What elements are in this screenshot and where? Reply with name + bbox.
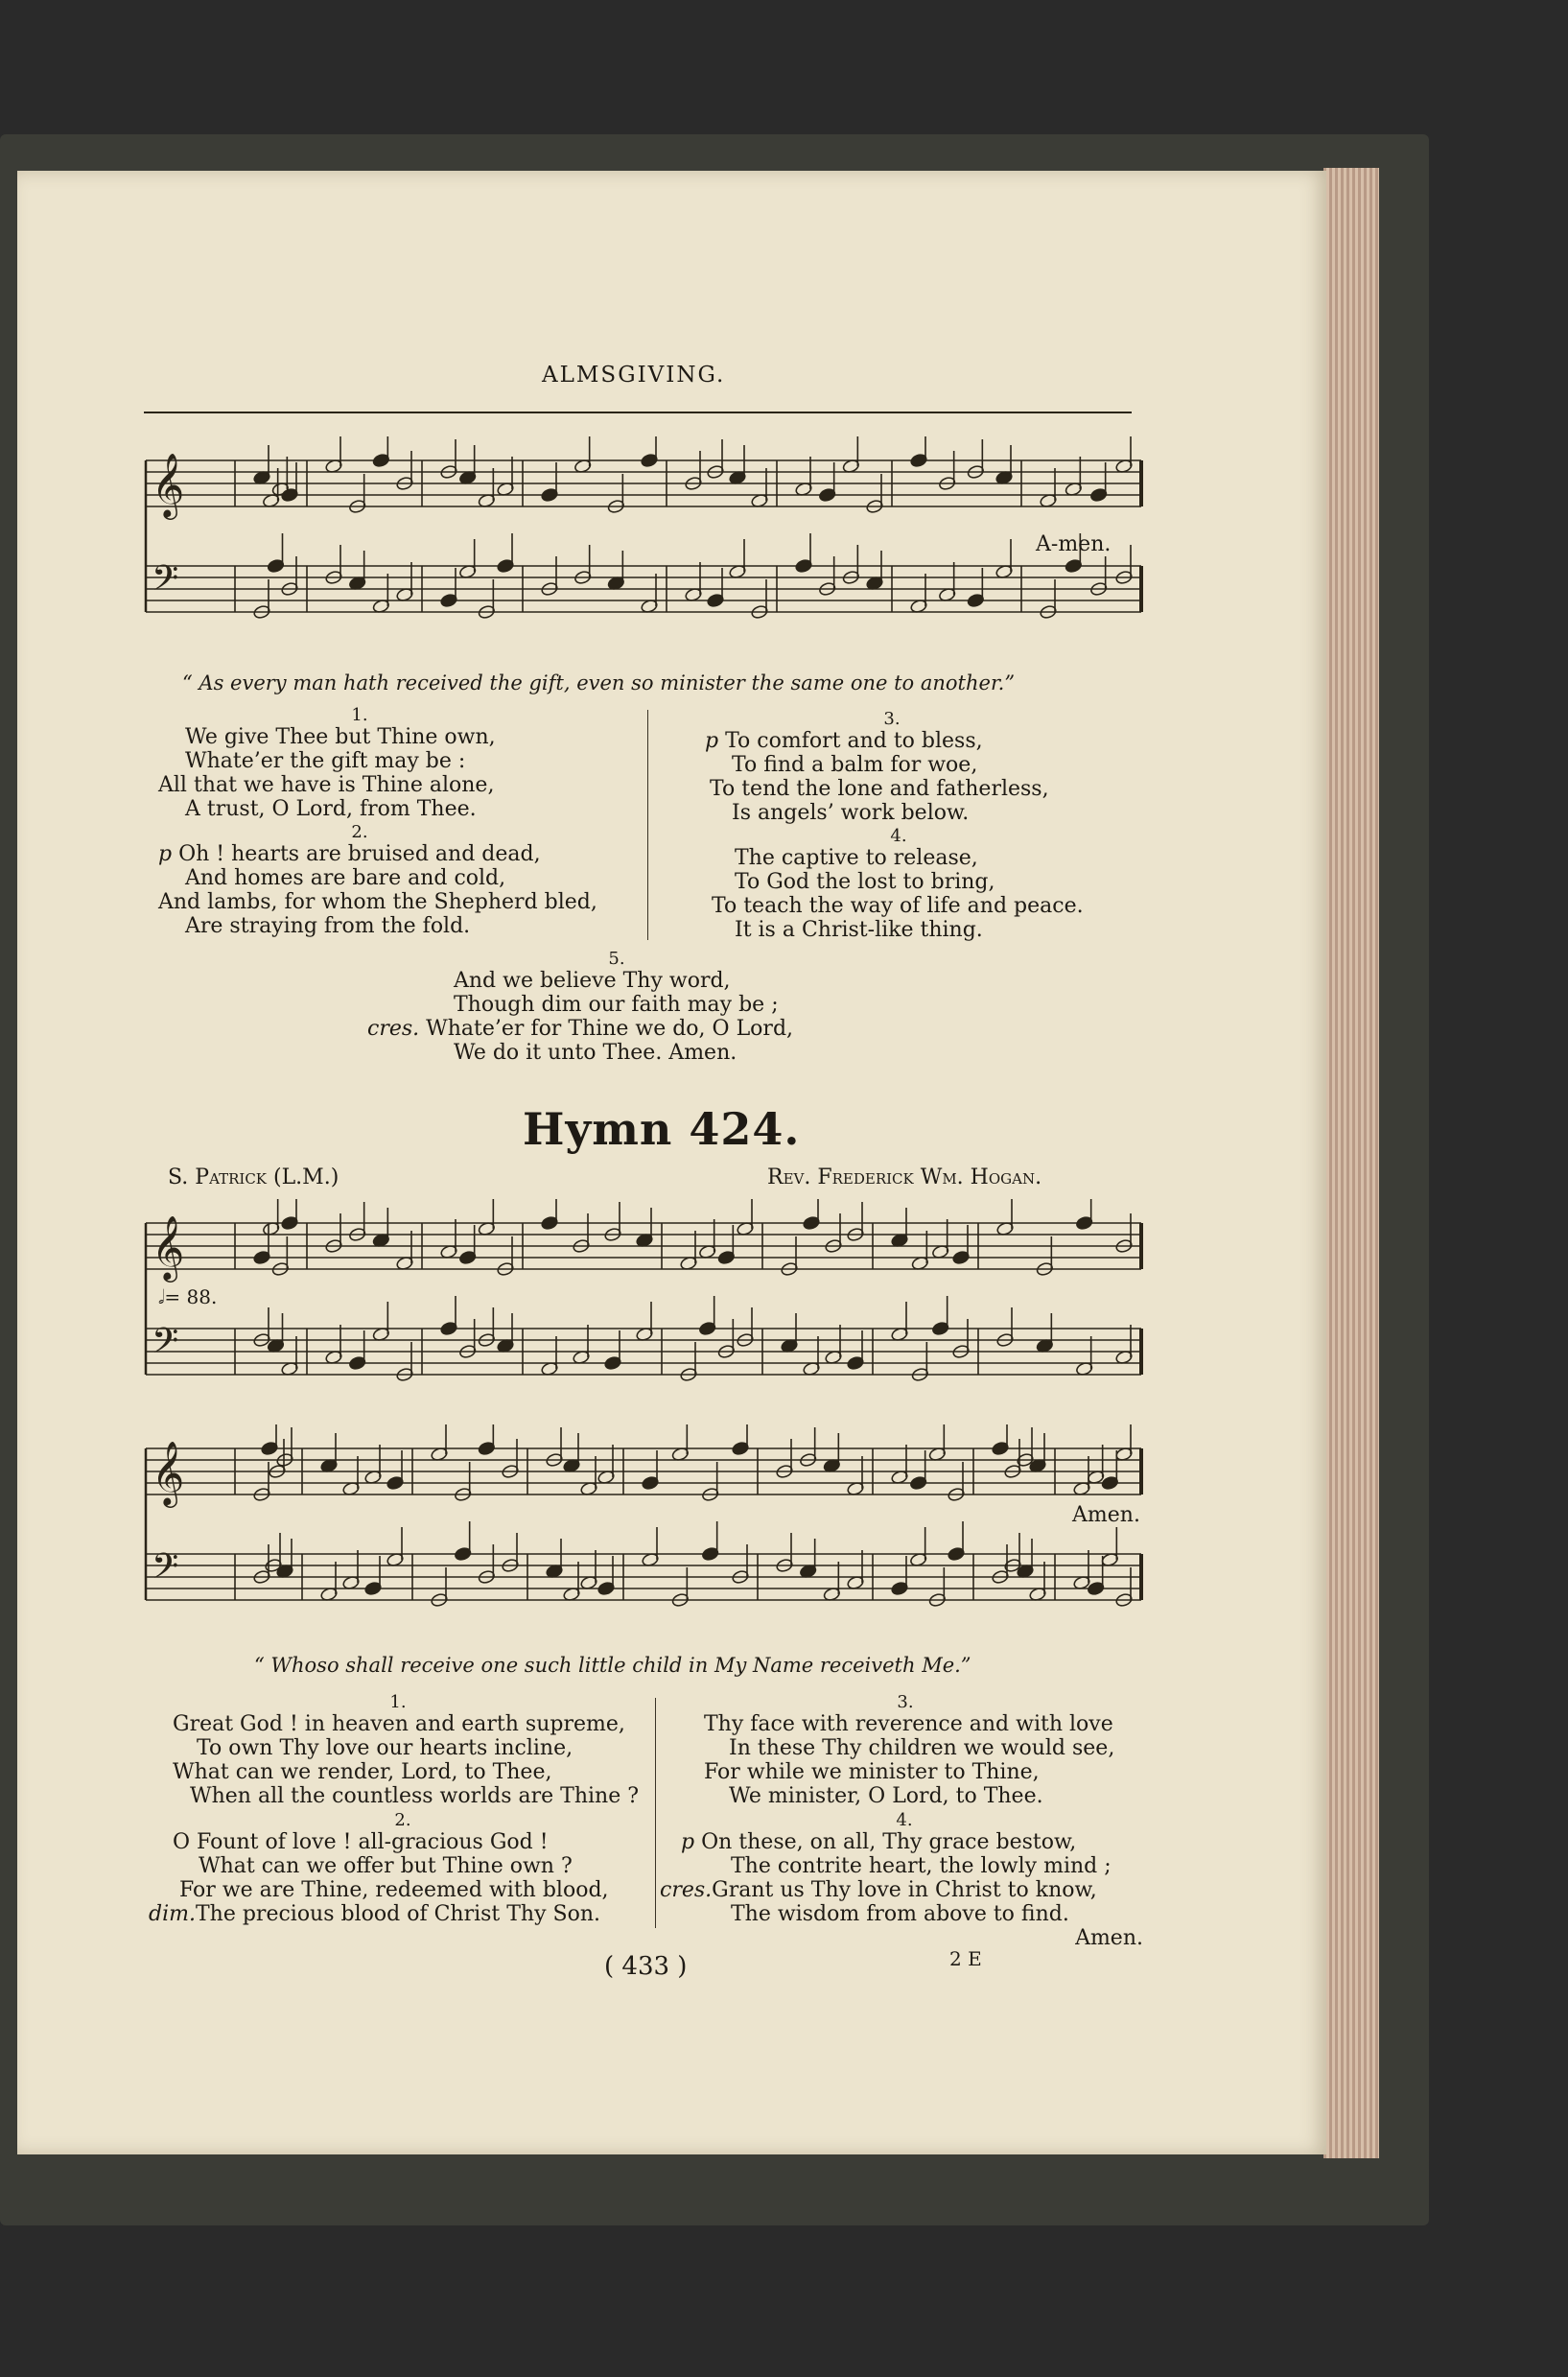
verse-line: For we are Thine, redeemed with blood, [179,1878,609,1902]
verse-line: To God the lost to bring, [735,870,995,894]
signature-mark: 2 E [949,1947,982,1970]
verse-line: The contrite heart, the lowly mind ; [731,1854,1112,1878]
hymn-424-verse-3 [704,1693,1155,1808]
verse-line: Grant us Thy love in Christ to know, [712,1878,1097,1902]
hymn-424-score-system-2 [144,1424,1151,1640]
treble-clef-icon: 𝄞 [152,1214,185,1280]
treble-clef-icon: 𝄞 [152,1440,185,1505]
verse-number: 5. [608,949,625,969]
hymn-author: Rev. Frederick Wm. Hogan. [767,1165,1042,1189]
hymn-423-score [144,436,1151,652]
verse-column-divider [647,710,648,940]
treble-clef-icon: 𝄞 [152,452,185,517]
bass-staff [146,1296,1141,1382]
verse-line: To teach the way of life and peace. [712,894,1084,918]
verse-number: 1. [389,1692,407,1712]
verse-line: We give Thee but Thine own, [185,725,496,749]
hymn-424-title: Hymn 424. [523,1103,801,1155]
verse-line: We minister, O Lord, to Thee. [729,1784,1043,1808]
treble-staff [146,1199,1141,1283]
bass-clef-icon: 𝄢 [152,1546,179,1595]
verse-line: Are straying from the fold. [185,914,471,938]
bass-clef-icon: 𝄢 [152,1321,179,1370]
verse-line: It is a Christ-like thing. [735,918,983,942]
verse-number: 3. [883,709,901,729]
bass-clef-icon: 𝄢 [152,558,179,607]
verse-line: The captive to release, [735,846,978,870]
verse-line: The wisdom from above to find. [731,1902,1069,1926]
hymn-423-verse-5 [367,950,866,1065]
half-note-icon: 𝅗𝅥 [158,1285,165,1308]
verse-line: To find a balm for woe, [732,753,978,777]
verse-column-divider [655,1698,656,1928]
bass-staff [146,533,1141,620]
dynamic-mark: p [705,729,719,753]
verse-number: 2. [351,822,368,842]
hymn-424-score-system-1 [144,1199,1151,1415]
treble-staff [146,1424,1141,1508]
verse-number: 2. [394,1810,411,1830]
verse-line: What can we render, Lord, to Thee, [173,1760,552,1784]
verse-line: When all the countless worlds are Thine ? [190,1784,640,1808]
dynamic-mark: cres. [367,1017,420,1041]
verse-line: Is angels’ work below. [732,801,970,825]
verse-line: The precious blood of Christ Thy Son. [195,1902,601,1926]
page-edges [1323,168,1379,2158]
hymn-423-verse-1 [158,706,561,821]
hymn-424-verse-1 [173,1693,652,1808]
dynamic-mark: cres. [660,1878,713,1902]
hymn-424-verse-4 [660,1811,1158,1950]
verse-line: In these Thy children we would see, [729,1736,1115,1760]
metronome-mark [158,1285,217,1308]
verse-line: A trust, O Lord, from Thee. [185,797,477,821]
verse-line: Great God ! in heaven and earth supreme, [173,1712,625,1736]
verse-line: Though dim our faith may be ; [454,993,779,1017]
hymn-423-verse-2 [158,823,599,938]
verse-line: We do it unto Thee. Amen. [454,1041,737,1065]
verse-number: 3. [897,1692,914,1712]
verse-line: To own Thy love our hearts incline, [197,1736,573,1760]
verse-line: To tend the lone and fatherless, [710,777,1049,801]
hymn-423-verse-4 [712,827,1134,942]
verse-number: 4. [890,826,907,846]
verse-line: What can we offer but Thine own ? [199,1854,573,1878]
verse-line: Whate’er the gift may be : [185,749,466,773]
verse-line: And lambs, for whom the Shepherd bled, [158,890,597,914]
verse-line: And homes are bare and cold, [185,866,506,890]
verse-line: Thy face with reverence and with love [704,1712,1113,1736]
tune-name: S. Patrick (L.M.) [168,1165,339,1189]
hymn-423-verse-3 [705,710,1127,825]
verse-line: For while we minister to Thine, [704,1760,1040,1784]
running-title: ALMSGIVING. [542,363,726,388]
verse-number: 1. [351,705,368,725]
dynamic-mark: p [158,842,173,866]
metronome-value: = 88. [164,1285,218,1308]
bass-staff [146,1521,1141,1608]
verse-line: Oh ! hearts are bruised and dead, [178,842,541,866]
hymn-424-amen-label: Amen. [1072,1503,1140,1527]
header-rule [144,412,1132,413]
dynamic-mark: dim. [149,1902,196,1926]
treble-staff [146,436,1141,520]
hymn-424-verse-2 [149,1811,647,1926]
verse-line: On these, on all, Thy grace bestow, [701,1830,1077,1854]
verse-line: To comfort and to bless, [725,729,983,753]
hymn-424-scripture: “ Whoso shall receive one such little child in My Name receiveth Me.” [254,1654,971,1677]
verse-line: All that we have is Thine alone, [158,773,495,797]
verse-line: Whate’er for Thine we do, O Lord, [426,1017,794,1041]
verse-number: 4. [896,1810,913,1830]
page-number: ( 433 ) [604,1952,688,1981]
verse-amen: Amen. [1075,1926,1143,1950]
verse-line: O Fount of love ! all-gracious God ! [173,1830,549,1854]
verse-line: And we believe Thy word, [454,969,731,993]
hymn-423-scripture: “ As every man hath received the gift, even so minister the same one to another.” [182,671,1016,694]
dynamic-mark: p [681,1830,695,1854]
hymn-423-amen-label: A-men. [1036,532,1112,556]
